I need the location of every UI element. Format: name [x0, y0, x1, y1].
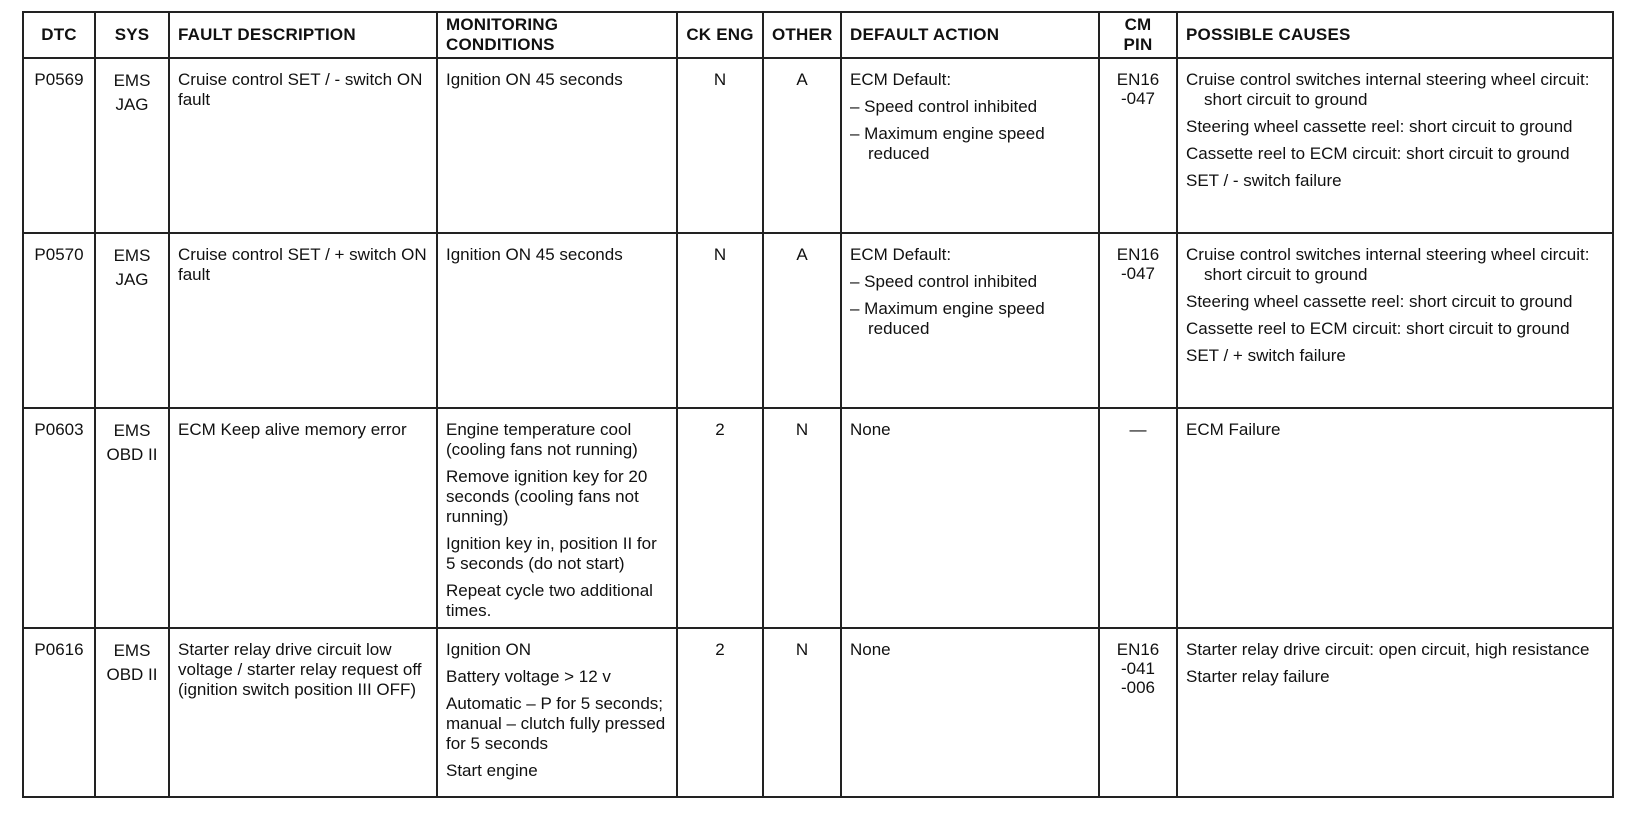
system-cell [95, 58, 169, 233]
table-row [23, 408, 1613, 628]
monitoring-conditions [437, 408, 677, 628]
system-line: EMS [113, 246, 151, 265]
cause-item: Cassette reel to ECM circuit: short circuit to ground [1186, 144, 1570, 163]
header-sys: SYS [95, 12, 169, 58]
cm-pin-line: -006 [1120, 678, 1156, 697]
system-line: JAG [115, 95, 149, 114]
possible-causes [1177, 628, 1613, 797]
cm-pin [1099, 628, 1177, 797]
condition-item: Remove ignition key for 20 seconds (cooling fans not running) [446, 467, 648, 526]
condition-item: Engine temperature cool (cooling fans not running) [446, 420, 638, 459]
ck-eng-value: N [677, 58, 763, 233]
system-line: EMS [113, 641, 151, 660]
header-dtc: DTC [23, 12, 95, 58]
fault-description: Starter relay drive circuit low voltage / starter relay request off (ignition switch position III OFF) [169, 628, 437, 797]
cause-item: Starter relay drive circuit: open circuit, high resistance [1186, 640, 1590, 659]
cm-pin-line: EN16 [1116, 70, 1160, 89]
condition-item: Ignition ON 45 seconds [446, 245, 623, 264]
other-value: N [763, 408, 841, 628]
cm-pin-line: EN16 [1116, 640, 1160, 659]
cause-item: Starter relay failure [1186, 667, 1330, 686]
other-value: A [763, 58, 841, 233]
cm-pin-line: EN16 [1116, 245, 1160, 264]
cause-item: Steering wheel cassette reel: short circuit to ground [1186, 117, 1573, 136]
fault-description: Cruise control SET / - switch ON fault [169, 58, 437, 233]
header-ck-eng: CK ENG [677, 12, 763, 58]
system-line: JAG [115, 270, 149, 289]
other-value: A [763, 233, 841, 408]
fault-description: Cruise control SET / + switch ON fault [169, 233, 437, 408]
cm-pin [1099, 58, 1177, 233]
cause-item: Steering wheel cassette reel: short circuit to ground [1186, 292, 1573, 311]
condition-item: Battery voltage > 12 v [446, 667, 611, 686]
monitoring-conditions [437, 58, 677, 233]
condition-item: Automatic – P for 5 seconds; manual – clutch fully pressed for 5 seconds [446, 694, 666, 753]
condition-item: Repeat cycle two additional times. [446, 581, 653, 620]
default-action-item: None [850, 640, 891, 659]
dtc-code: P0570 [23, 233, 95, 408]
default-action-item: ECM Default: [850, 70, 952, 89]
ck-eng-value: N [677, 233, 763, 408]
ck-eng-value: 2 [677, 408, 763, 628]
table-row [23, 628, 1613, 797]
cm-pin [1099, 408, 1177, 628]
header-possible-causes: POSSIBLE CAUSES [1177, 12, 1613, 58]
cm-pin-line: -047 [1120, 264, 1156, 283]
default-action [841, 628, 1099, 797]
ck-eng-value: 2 [677, 628, 763, 797]
system-cell [95, 628, 169, 797]
other-value: N [763, 628, 841, 797]
default-action-item: ECM Default: [850, 245, 952, 264]
monitoring-conditions [437, 628, 677, 797]
cause-item: Cruise control switches internal steering wheel circuit: short circuit to ground [1186, 70, 1590, 109]
cm-pin-line: -041 [1120, 659, 1156, 678]
header-cm-pin: CM PIN [1099, 12, 1177, 58]
system-cell [95, 408, 169, 628]
monitoring-conditions [437, 233, 677, 408]
default-action-item: – Maximum engine speed reduced [850, 124, 1045, 163]
system-line: OBD II [106, 665, 158, 684]
condition-item: Ignition ON 45 seconds [446, 70, 623, 89]
system-line: OBD II [106, 445, 158, 464]
dtc-code: P0616 [23, 628, 95, 797]
cm-pin-line: — [1129, 420, 1147, 439]
system-cell [95, 233, 169, 408]
dtc-table [22, 11, 1614, 798]
default-action-item: – Maximum engine speed reduced [850, 299, 1045, 338]
possible-causes [1177, 233, 1613, 408]
header-fault-description: FAULT DESCRIPTION [169, 12, 437, 58]
condition-item: Ignition key in, position II for 5 seconds (do not start) [446, 534, 657, 573]
possible-causes [1177, 58, 1613, 233]
header-other: OTHER [763, 12, 841, 58]
possible-causes [1177, 408, 1613, 628]
dtc-code: P0603 [23, 408, 95, 628]
cm-pin [1099, 233, 1177, 408]
table-header [23, 12, 1613, 58]
condition-item: Start engine [446, 761, 538, 780]
default-action-item: – Speed control inhibited [850, 97, 1038, 116]
condition-item: Ignition ON [446, 640, 532, 659]
table-row [23, 233, 1613, 408]
default-action-item: – Speed control inhibited [850, 272, 1038, 291]
system-line: EMS [113, 421, 151, 440]
cm-pin-line: -047 [1120, 89, 1156, 108]
cause-item: SET / - switch failure [1186, 171, 1342, 190]
default-action [841, 58, 1099, 233]
dtc-code: P0569 [23, 58, 95, 233]
header-default-action: DEFAULT ACTION [841, 12, 1099, 58]
fault-description: ECM Keep alive memory error [169, 408, 437, 628]
cause-item: Cassette reel to ECM circuit: short circuit to ground [1186, 319, 1570, 338]
table-row [23, 58, 1613, 233]
cause-item: Cruise control switches internal steering wheel circuit: short circuit to ground [1186, 245, 1590, 284]
default-action-item: None [850, 420, 891, 439]
default-action [841, 233, 1099, 408]
default-action [841, 408, 1099, 628]
cause-item: ECM Failure [1186, 420, 1281, 439]
system-line: EMS [113, 71, 151, 90]
cause-item: SET / + switch failure [1186, 346, 1346, 365]
header-monitoring-conditions: MONITORING CONDITIONS [437, 12, 677, 58]
